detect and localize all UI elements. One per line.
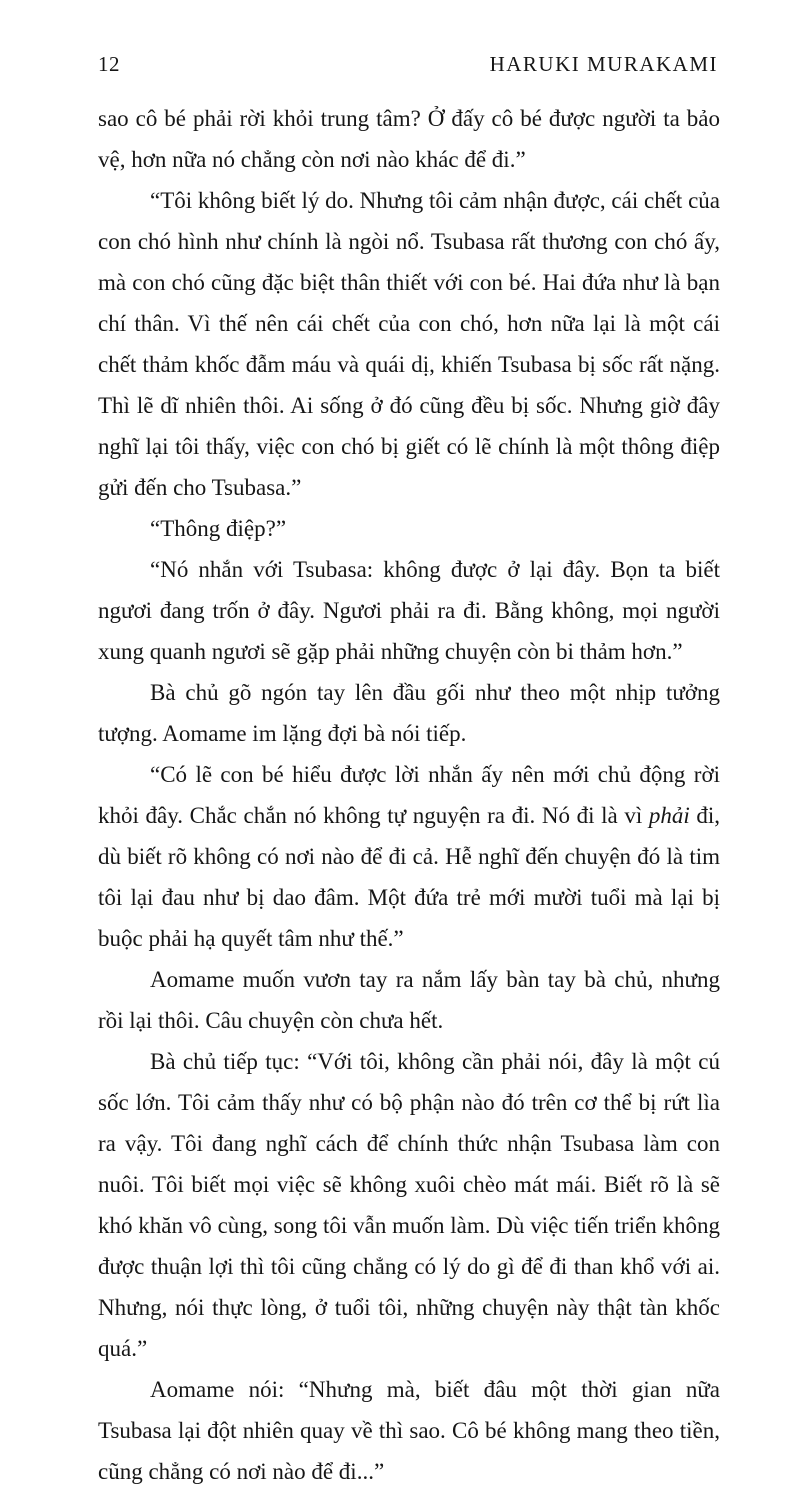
text-run: Aomame muốn vươn tay ra nắm lấy bàn tay bà chủ, nhưng rồi lại thôi. Câu chuyện còn chưa hết. xyxy=(98,967,720,1033)
paragraph xyxy=(98,672,720,754)
text-run: Bà chủ tiếp tục: “Với tôi, không cần phải nói, đây là một cú sốc lớn. Tôi cảm thấy như có bộ phận nào đó trên cơ thể bị rứt lìa ra vậy. Tôi đang nghĩ cách để chính thức nhận Tsubasa làm con nuôi. Tôi biết mọi việc sẽ không xuôi chèo mát mái. Biết rõ là sẽ khó khăn vô cùng, song tôi vẫn muốn làm. Dù việc tiến triển không được thuận lợi thì tôi cũng chẳng có lý do gì để đi than khổ với ai. Nhưng, nói thực lòng, ở tuổi tôi, những chuyện này thật tàn khốc quá.” xyxy=(98,1049,720,1361)
paragraph xyxy=(98,754,720,959)
text-run: Aomame nói: “Nhưng mà, biết đâu một thời gian nữa Tsubasa lại đột nhiên quay về thì sao. Cô bé không mang theo tiền, cũng chẳng có nơi nào để đi...” xyxy=(98,1377,720,1484)
text-run: Bà chủ gõ ngón tay lên đầu gối như theo một nhịp tưởng tượng. Aomame im lặng đợi bà nói tiếp. xyxy=(98,680,720,746)
text-run: “Tôi không biết lý do. Nhưng tôi cảm nhận được, cái chết của con chó hình như chính là ngòi nổ. Tsubasa rất thương con chó ấy, mà con chó cũng đặc biệt thân thiết với con bé. Hai đứa như là bạn chí thân. Vì thế nên cái chết của con chó, hơn nữa lại là một cái chết thảm khốc đẫm máu và quái dị, khiến Tsubasa bị sốc rất nặng. Thì lẽ dĩ nhiên thôi. Ai sống ở đó cũng đều bị sốc. Nhưng giờ đây nghĩ lại tôi thấy, việc con chó bị giết có lẽ chính là một thông điệp gửi đến cho Tsubasa.” xyxy=(98,188,720,500)
page-header xyxy=(98,52,718,77)
paragraph xyxy=(98,98,720,180)
paragraph xyxy=(98,1041,720,1369)
paragraph xyxy=(98,180,720,508)
text-run: đi, dù biết rõ không có nơi nào để đi cả. Hễ nghĩ đến chuyện đó là tim tôi lại đau như bị dao đâm. Một đứa trẻ mới mười tuổi mà lại bị buộc phải hạ quyết tâm như thế.” xyxy=(98,803,720,951)
text-run: “Có lẽ con bé hiểu được lời nhắn ấy nên mới chủ động rời khỏi đây. Chắc chắn nó không tự nguyện ra đi. Nó đi là vì xyxy=(98,762,720,828)
text-run: “Nó nhắn với Tsubasa: không được ở lại đây. Bọn ta biết ngươi đang trốn ở đây. Ngươi phải ra đi. Bằng không, mọi người xung quanh ngươi sẽ gặp phải những chuyện còn bi thảm hơn.” xyxy=(98,557,720,664)
paragraph xyxy=(98,508,720,549)
paragraph xyxy=(98,1369,720,1492)
text-run: “Thông điệp?” xyxy=(150,516,287,541)
text-run: sao cô bé phải rời khỏi trung tâm? Ở đấy cô bé được người ta bảo vệ, hơn nữa nó chẳng còn nơi nào khác để đi.” xyxy=(98,106,720,172)
running-head-author: HARUKI MURAKAMI xyxy=(489,52,718,76)
paragraph xyxy=(98,959,720,1041)
italic-text-run: phải xyxy=(648,803,690,828)
paragraph xyxy=(98,549,720,672)
page-body xyxy=(98,98,720,1492)
page-number: 12 xyxy=(98,52,120,76)
